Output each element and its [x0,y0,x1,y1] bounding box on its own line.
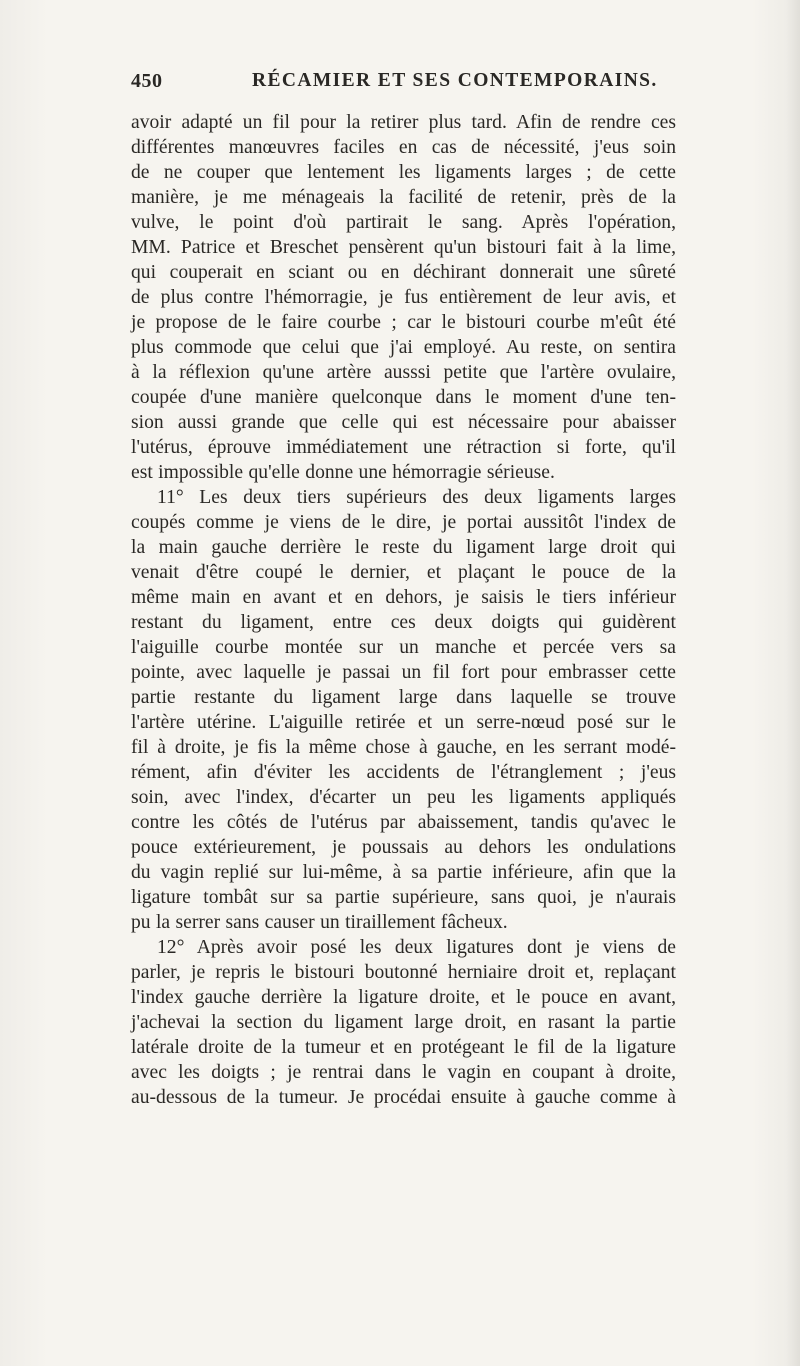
paragraph-start: 12° Après avoir posé les deux ligatures dont je viens de [157,937,676,958]
text-line: j'achevai la section du ligament large droit, en rasant la partie [131,1012,676,1033]
text-line: fil à droite, je fis la même chose à gauche, en les serrant modé- [131,737,676,758]
text-line: du vagin replié sur lui-même, à sa partie inférieure, afin que la [131,862,676,883]
text-line: pointe, avec laquelle je passai un fil fort pour embrasser cette [131,662,676,683]
text-line: soin, avec l'index, d'écarter un peu les ligaments appliqués [131,787,676,808]
text-line: qui couperait en sciant ou en déchirant donnerait une sûreté [131,262,676,283]
text-line: latérale droite de la tumeur et en protégeant le fil de la ligature [131,1037,676,1058]
text-line: je propose de le faire courbe ; car le bistouri courbe m'eût été [131,312,676,333]
text-line: avec les doigts ; je rentrai dans le vagin en coupant à droite, [131,1062,676,1083]
text-line: plus commode que celui que j'ai employé. Au reste, on sentira [131,337,676,358]
text-line: même main en avant et en dehors, je saisis le tiers inférieur [131,587,676,608]
text-line: l'index gauche derrière la ligature droite, et le pouce en avant, [131,987,676,1008]
text-line: MM. Patrice et Breschet pensèrent qu'un bistouri fait à la lime, [131,237,676,258]
page-number: 450 [131,70,163,92]
text-line: la main gauche derrière le reste du ligament large droit qui [131,537,676,558]
text-line: l'artère utérine. L'aiguille retirée et un serre-nœud posé sur le [131,712,676,733]
text-line: manière, je me ménageais la facilité de retenir, près de la [131,187,676,208]
text-line: pu la serrer sans causer un tiraillement fâcheux. [131,912,508,933]
page-header [131,70,676,100]
text-line: de plus contre l'hémorragie, je fus entièrement de leur avis, et [131,287,676,308]
page-edge-shadow [786,0,800,1366]
text-line: de ne couper que lentement les ligaments larges ; de cette [131,162,676,183]
text-line: sion aussi grande que celle qui est nécessaire pour abaisser [131,412,676,433]
body-text [131,110,676,1110]
text-line: au-dessous de la tumeur. Je procédai ensuite à gauche comme à [131,1087,676,1108]
text-line: vulve, le point d'où partirait le sang. Après l'opération, [131,212,676,233]
text-line: coupée d'une manière quelconque dans le moment d'une ten- [131,387,676,408]
text-line: l'aiguille courbe montée sur un manche et percée vers sa [131,637,676,658]
text-line: avoir adapté un fil pour la retirer plus tard. Afin de rendre ces [131,112,676,133]
text-line: contre les côtés de l'utérus par abaissement, tandis qu'avec le [131,812,676,833]
text-line: est impossible qu'elle donne une hémorragie sérieuse. [131,462,555,483]
text-line: à la réflexion qu'une artère ausssi petite que l'artère ovulaire, [131,362,676,383]
text-line: restant du ligament, entre ces deux doigts qui guidèrent [131,612,676,633]
text-line: rément, afin d'éviter les accidents de l'étranglement ; j'eus [131,762,676,783]
text-line: venait d'être coupé le dernier, et plaçant le pouce de la [131,562,676,583]
text-line: l'utérus, éprouve immédiatement une rétraction si forte, qu'il [131,437,676,458]
text-line: ligature tombât sur sa partie supérieure, sans quoi, je n'aurais [131,887,676,908]
text-line: parler, je repris le bistouri boutonné herniaire droit et, replaçant [131,962,676,983]
text-line: pouce extérieurement, je poussais au dehors les ondulations [131,837,676,858]
text-line: partie restante du ligament large dans laquelle se trouve [131,687,676,708]
text-line: coupés comme je viens de le dire, je portai aussitôt l'index de [131,512,676,533]
text-line: différentes manœuvres faciles en cas de nécessité, j'eus soin [131,137,676,158]
paragraph-start: 11° Les deux tiers supérieurs des deux ligaments larges [157,487,676,508]
running-title: RÉCAMIER ET SES CONTEMPORAINS. [252,70,658,91]
